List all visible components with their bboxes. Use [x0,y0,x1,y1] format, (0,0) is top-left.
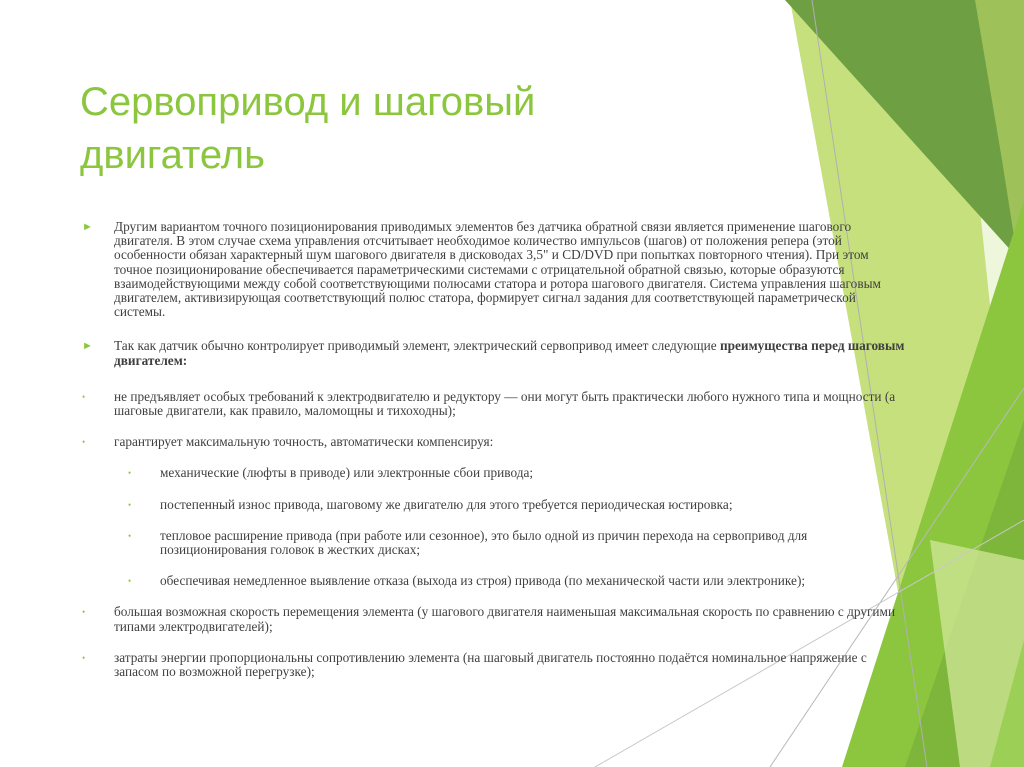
title-line-1: Сервопривод и шаговый [80,80,536,124]
item-text: гарантирует максимальную точность, автоматически компенсируя: [114,434,494,450]
slide-content [82,220,908,679]
list-item [82,390,908,418]
arrow-bullet-icon: ► [82,221,93,233]
dot-bullet-icon: • [128,530,132,541]
item-text: механические (люфты в приводе) или электронные сбои привода; [160,465,534,481]
slide-title [80,76,680,182]
dot-bullet-icon: • [82,607,86,618]
item-text: постепенный износ привода, шаговому же двигателю для этого требуется периодическая юстировка; [160,496,733,512]
dot-bullet-icon: • [128,576,132,587]
list-item [82,529,908,557]
item-text: Так как датчик обычно контролирует приводимый элемент, электрический сервопривод имеет следующие [114,338,720,354]
item-text-bold: преимущества перед шаговым двигателем: [114,338,905,368]
dot-bullet-icon: • [82,652,86,663]
list-item [82,498,908,512]
list-item [82,574,908,588]
list-item [82,435,908,449]
list-item [82,651,908,679]
dot-bullet-icon: • [82,391,86,402]
item-text: тепловое расширение привода (при работе или сезонное), это было одной из причин перехода на сервопривод для позиционирования головок в жестких дисках; [160,527,808,558]
dot-bullet-icon: • [128,499,132,510]
list-item [82,466,908,480]
list-item [82,220,908,319]
list-item [82,605,908,633]
item-text: затраты энергии пропорциональны сопротивлению элемента (на шаговый двигатель постоянно подаётся номинальное напряжение с запасом по возможной перегрузке); [114,649,867,680]
title-line-2: двигатель [80,133,265,177]
item-text: большая возможная скорость перемещения элемента (у шагового двигателя наименьшая максимальная скорость по сравнению с другими типами электродвигателей); [114,604,896,634]
item-text: обеспечивая немедленное выявление отказа (выхода из строя) привода (по механической части или электронике); [160,573,806,589]
dot-bullet-icon: • [82,437,86,448]
dot-bullet-icon: • [128,468,132,479]
arrow-bullet-icon: ► [82,340,93,353]
item-text: Другим вариантом точного позиционирования приводимых элементов без датчика обратной связи является применение шагового двигателя. В этом случае схема управления отсчитывает необходимое количество импульсов (шагов) от положения репера (этой особенности обязан характерный шум шагового двигателя в дисководах 3,5" и CD/DVD при попытках повторного чтения). При этом точное позиционирование обеспечивается параметрическими системами с отрицательной обратной связью, которые образуются взаимодействующими между собой соответствующими полюсами статора и ротора шагового двигателя. Система управления шаговым двигателем, активизирующая соответствующий полюс статора, формирует сигнал задания для соответствующей параметрической системы. [114,219,881,320]
list-item [82,339,908,367]
item-text: не предъявляет особых требований к электродвигателю и редуктору — они могут быть практически любого нужного типа и мощности (а шаговые двигатели, как правило, маломощны и тихоходны); [114,388,896,419]
